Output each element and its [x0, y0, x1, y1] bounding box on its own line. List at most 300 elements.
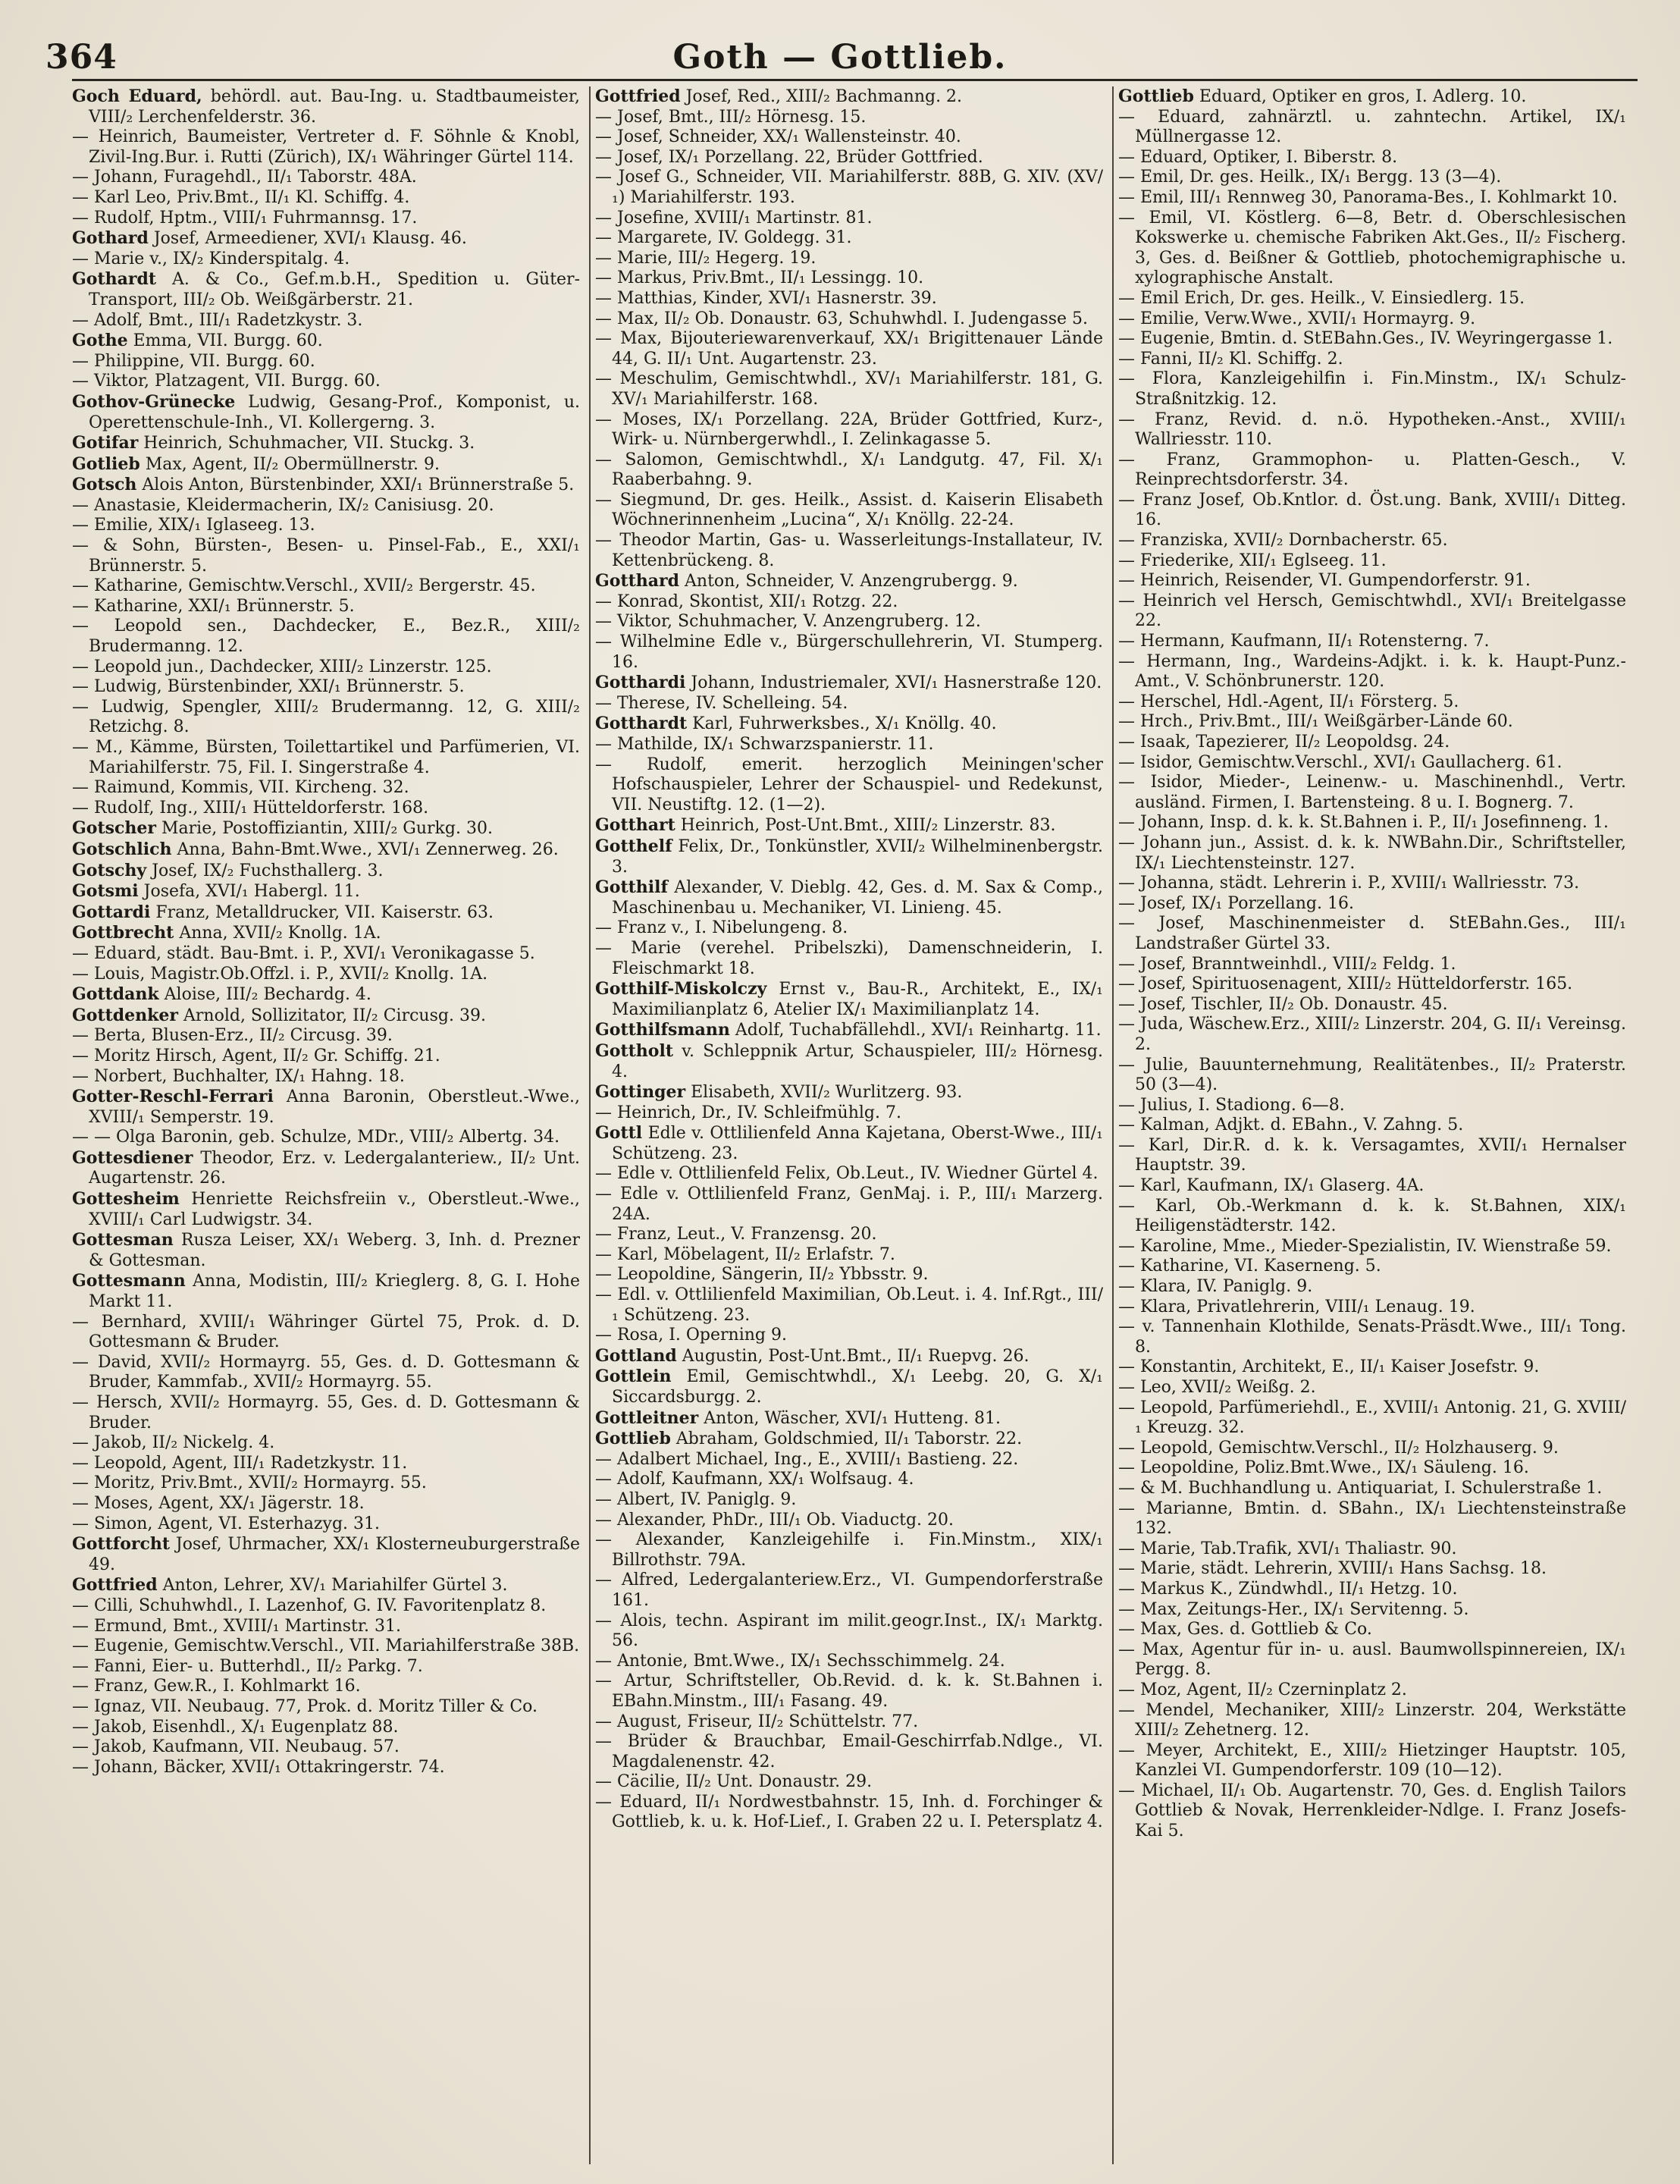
directory-entry [72, 1473, 580, 1494]
entry-surname: Gottdenker [72, 1005, 178, 1025]
directory-entry [1118, 410, 1626, 450]
entry-text: — Ludwig, Bürstenbinder, XXI/₁ Brünnerstr. 5. [72, 677, 465, 697]
entry-text: — Herschel, Hdl.-Agent, II/₁ Försterg. 5. [1118, 692, 1459, 711]
entry-text: — Jakob, Eisenhdl., X/₁ Eugenplatz 88. [72, 1717, 399, 1737]
entry-text: — Hrch., Priv.Bmt., III/₁ Weißgärber-Lände 60. [1118, 712, 1513, 732]
directory-entry [1118, 914, 1626, 954]
entry-text: — Johann, Furagehdl., II/₁ Taborstr. 48A. [72, 168, 417, 187]
entry-surname: Gottlein [595, 1367, 672, 1387]
entry-text: — Leopold, Gemischtw.Verschl., II/₂ Holzhauserg. 9. [1118, 1438, 1559, 1458]
entry-text: — Emilie, XIX/₁ Iglaseeg. 13. [72, 516, 315, 535]
entry-surname: Gottleitner [595, 1407, 699, 1428]
entry-text: — Johann jun., Assist. d. k. k. NWBahn.Dir., Schriftsteller, IX/₁ Liechtensteinstr. 127. [1118, 833, 1626, 873]
directory-entry [72, 1534, 580, 1575]
directory-entry [1118, 1499, 1626, 1539]
directory-entry [1118, 632, 1626, 652]
entry-text: — Moses, Agent, XX/₁ Jägerstr. 18. [72, 1493, 365, 1513]
entry-text: — Ludwig, Spengler, XIII/₂ Brudermanng. 12, G. XIII/₂ Retzichg. 8. [72, 697, 580, 737]
entry-surname: Gotter-Reschl-Ferrari [72, 1087, 274, 1107]
entry-text: — Heinrich, Dr., IV. Schleifmühlg. 7. [595, 1103, 901, 1122]
directory-entry [72, 1514, 580, 1535]
entry-surname: Gottfried [595, 86, 681, 106]
entry-text: — Raimund, Kommis, VII. Kircheng. 32. [72, 778, 409, 798]
directory-entry [595, 979, 1103, 1020]
entry-surname: Gotlieb [72, 453, 140, 474]
entry-text: — David, XVII/₂ Hormayrg. 55, Ges. d. D. Gottesmann & Bruder, Kammfab., XVII/₂ Hormayrg. 55. [72, 1352, 580, 1392]
directory-entry [72, 1046, 580, 1067]
column-left [72, 86, 580, 2168]
entry-text: Josef, Uhrmacher, XX/₁ Klosterneuburgerstraße 49. [89, 1535, 580, 1574]
entry-text: — Karl Leo, Priv.Bmt., II/₁ Kl. Schiffg. 4. [72, 187, 410, 207]
entry-text: — Friederike, XII/₁ Eglseeg. 11. [1118, 551, 1387, 570]
entry-text: — Markus K., Zündwhdl., II/₁ Hetzg. 10. [1118, 1579, 1458, 1599]
directory-entry [595, 86, 1103, 108]
directory-entry [72, 1718, 580, 1738]
directory-entry [1118, 874, 1626, 894]
entry-text: Max, Agent, II/₂ Obermüllnerstr. 9. [145, 454, 440, 474]
entry-text: — Franz, Gew.R., I. Kohlmarkt 16. [72, 1677, 361, 1696]
entry-text: — Josef, IX/₁ Porzellang. 16. [1118, 893, 1354, 913]
entry-surname: Gotthart [595, 815, 675, 836]
directory-entry [595, 148, 1103, 168]
directory-entry [595, 1265, 1103, 1285]
directory-entry [595, 1490, 1103, 1511]
entry-text: — Moritz, Priv.Bmt., XVII/₂ Hormayrg. 55. [72, 1473, 427, 1493]
directory-entry [595, 1103, 1103, 1124]
directory-entry [595, 289, 1103, 309]
entry-text: Anna Baronin, Oberstleut.-Wwe., XVIII/₁ Semperstr. 19. [89, 1087, 580, 1127]
entry-surname: Gottesdiener [72, 1147, 193, 1168]
entry-text: — Heinrich, Reisender, VI. Gumpendorferstr. 91. [1118, 571, 1531, 591]
directory-entry [595, 1367, 1103, 1407]
directory-entry [1118, 592, 1626, 632]
directory-entry [1118, 955, 1626, 975]
entry-surname: Gottl [595, 1123, 643, 1144]
entry-text: — Rudolf, Hptm., VIII/₁ Fuhrmannsg. 17. [72, 208, 418, 228]
directory-entry [72, 496, 580, 516]
entry-text: Augustin, Post-Unt.Bmt., II/₁ Ruepvg. 26. [682, 1346, 1030, 1366]
entry-surname: Gottdank [72, 984, 159, 1005]
entry-text: — Kalman, Adjkt. d. EBahn., V. Zahng. 5. [1118, 1116, 1464, 1135]
entry-text: — Jakob, Kaufmann, VII. Neubaug. 57. [72, 1737, 400, 1757]
directory-entry [595, 877, 1103, 918]
directory-entry [72, 311, 580, 331]
entry-text: — Norbert, Buchhalter, IX/₁ Hahng. 18. [72, 1066, 405, 1086]
entry-text: — Alois, techn. Aspirant im milit.geogr.Inst., IX/₁ Marktg. 56. [595, 1611, 1103, 1651]
entry-text: Anton, Schneider, V. Anzengrubergg. 9. [685, 572, 1018, 592]
directory-entry [1118, 571, 1626, 592]
entry-text: — Katharine, Gemischtw.Verschl., XVII/₂ Bergerstr. 45. [72, 576, 536, 596]
entry-text: — Johann, Bäcker, XVII/₁ Ottakringerstr. 74. [72, 1757, 445, 1777]
entry-text: — Max, Agentur für in- u. ausl. Baumwollspinnereien, IX/₁ Pergg. 8. [1118, 1640, 1626, 1680]
directory-entry [595, 209, 1103, 229]
directory-entry [1118, 1056, 1626, 1096]
directory-entry [595, 1225, 1103, 1245]
entry-text: — Viktor, Platzagent, VII. Burgg. 60. [72, 372, 381, 391]
directory-entry [1118, 974, 1626, 995]
directory-entry [595, 714, 1103, 735]
entry-surname: Gottesmann [72, 1271, 186, 1291]
entry-text: — Eugenie, Bmtin. d. StEBahn.Ges., IV. Weyringergasse 1. [1118, 329, 1613, 349]
directory-entry [72, 965, 580, 985]
directory-entry [1118, 712, 1626, 733]
directory-entry [72, 597, 580, 617]
entry-text: — Cäcilie, II/₂ Unt. Donaustr. 29. [595, 1772, 873, 1792]
entry-text: — Viktor, Schuhmacher, V. Anzengruberg. 12. [595, 612, 981, 632]
entry-text: — Emilie, Verw.Wwe., XVII/₁ Hormayrg. 9. [1118, 309, 1476, 328]
entry-text: Ludwig, Gesang-Prof., Komponist, u. Operettenschule-Inh., VI. Kollergerng. 3. [89, 392, 580, 432]
directory-entry [595, 632, 1103, 673]
entry-text: — Max, Ges. d. Gottlieb & Co. [1118, 1620, 1372, 1640]
entry-text: — Franz Josef, Ob.Kntlor. d. Öst.ung. Bank, XVIII/₁ Ditteg. 16. [1118, 490, 1626, 530]
directory-entry [72, 881, 580, 902]
directory-entry [595, 1185, 1103, 1225]
directory-entry [72, 454, 580, 475]
entry-surname: Gotschy [72, 860, 147, 880]
directory-entry [1118, 108, 1626, 148]
entry-text: — Klara, IV. Paniglg. 9. [1118, 1277, 1313, 1297]
entry-text: — Matthias, Kinder, XVI/₁ Hasnerstr. 39. [595, 288, 937, 308]
directory-entry [1118, 1680, 1626, 1701]
entry-surname: Gottlieb [595, 1429, 671, 1449]
entry-text: — Isaak, Tapezierer, II/₂ Leopoldsg. 24. [1118, 733, 1450, 752]
entry-text: — Leopoldine, Sängerin, II/₂ Ybbsstr. 9. [595, 1265, 929, 1285]
entry-text: Aloise, III/₂ Bechardg. 4. [164, 985, 371, 1005]
directory-entry [1118, 1640, 1626, 1680]
entry-surname: Gottardi [72, 902, 151, 922]
entry-text: v. Schleppnik Artur, Schauspieler, III/₂ Hörnesg. 4. [612, 1041, 1103, 1081]
entry-text: — Rosa, I. Operning 9. [595, 1326, 787, 1345]
entry-surname: Gotthardi [595, 673, 686, 693]
directory-entry [595, 1408, 1103, 1429]
entry-text: — Rudolf, emerit. herzoglich Meiningen'scher Hofschauspieler, Lehrer der Schauspiel- und Redekunst, VII. Neustiftg. 12. (1—2). [595, 755, 1103, 814]
directory-entry [72, 1677, 580, 1697]
entry-text: — Franziska, XVII/₂ Dornbacherstr. 65. [1118, 531, 1448, 551]
entry-text: — Konstantin, Architekt, E., II/₁ Kaiser Josefstr. 9. [1118, 1357, 1540, 1377]
entry-text: — Josefine, XVIII/₁ Martinstr. 81. [595, 208, 873, 228]
entry-text: — Karl, Möbelagent, II/₂ Erlafstr. 7. [595, 1244, 895, 1264]
directory-entry [595, 369, 1103, 410]
entry-text: Ernst v., Bau-R., Architekt, E., IX/₁ Maximilianplatz 6, Atelier IX/₁ Maximilianplatz 14. [612, 980, 1103, 1019]
entry-text: — Leopold jun., Dachdecker, XIII/₂ Linzerstr. 125. [72, 657, 492, 676]
entry-text: Johann, Industriemaler, XVI/₁ Hasnerstraße 120. [691, 673, 1102, 693]
entry-text: Heinrich, Schuhmacher, VII. Stuckg. 3. [143, 434, 475, 453]
entry-text: — Marie, Tab.Trafik, XVI/₁ Thaliastr. 90. [1118, 1539, 1457, 1558]
entry-text: — Eduard, Optiker, I. Biberstr. 8. [1118, 147, 1398, 167]
directory-entry [1118, 995, 1626, 1015]
directory-entry [72, 1313, 580, 1353]
directory-entry [595, 1041, 1103, 1082]
entry-text: — Alexander, Kanzleigehilfe i. Fin.Minstm., XIX/₁ Billrothstr. 79A. [595, 1530, 1103, 1570]
entry-text: — Konrad, Skontist, XII/₁ Rotzg. 22. [595, 592, 898, 611]
entry-text: — Marie, städt. Lehrerin, XVIII/₁ Hans Sachsg. 18. [1118, 1559, 1547, 1579]
entry-text: behördl. aut. Bau-Ing. u. Stadtbaumeister, VIII/₂ Lerchenfelderstr. 36. [89, 87, 580, 127]
directory-entry [1118, 309, 1626, 330]
directory-entry [595, 127, 1103, 148]
entry-text: — Hersch, XVII/₂ Hormayrg. 55, Ges. d. D. Gottesmann & Bruder. [72, 1393, 580, 1432]
entry-text: — Ermund, Bmt., XVIII/₁ Martinstr. 31. [72, 1616, 401, 1636]
directory-entry [595, 531, 1103, 571]
directory-entry [595, 939, 1103, 979]
directory-entry [1118, 148, 1626, 168]
entry-text: — M., Kämme, Bürsten, Toilettartikel und Parfümerien, VI. Mariahilferstr. 75, Fil. I. Singerstraße 4. [72, 738, 580, 777]
directory-entry [1118, 1539, 1626, 1560]
columns [72, 86, 1641, 2172]
entry-surname: Gottfried [72, 1575, 158, 1596]
directory-entry [72, 1737, 580, 1758]
header-rule [72, 79, 1638, 81]
entry-text: — Alfred, Ledergalanteriew.Erz., VI. Gumpendorferstraße 161. [595, 1571, 1103, 1610]
entry-text: — Mathilde, IX/₁ Schwarzspanierstr. 11. [595, 735, 934, 754]
directory-entry [1118, 1559, 1626, 1580]
entry-text: — — Olga Baronin, geb. Schulze, MDr., VIII/₂ Albertg. 34. [72, 1128, 560, 1147]
entry-text: — Moses, IX/₁ Porzellang. 22A, Brüder Gottfried, Kurz-, Wirk- u. Nürnbergerwhdl., I. Zelinkagasse 5. [595, 410, 1103, 450]
entry-text: — Edl. v. Ottlilienfeld Maximilian, Ob.Leut. i. 4. Inf.Rgt., III/₁ Schützeng. 23. [595, 1285, 1103, 1325]
directory-entry [72, 738, 580, 778]
column-divider [1112, 86, 1114, 2164]
directory-entry [72, 1393, 580, 1433]
entry-text: — Brüder & Brauchbar, Email-Geschirrfab.Ndlge., VI. Magdalenenstr. 42. [595, 1732, 1103, 1771]
entry-text: Theodor, Erz. v. Ledergalanteriew., II/₂ Unt. Augartenstr. 26. [89, 1148, 580, 1188]
entry-text: — Julius, I. Stadiong. 6—8. [1118, 1095, 1345, 1115]
directory-entry [1118, 350, 1626, 370]
directory-entry [1118, 894, 1626, 915]
entry-text: Edle v. Ottlilienfeld Anna Kajetana, Oberst-Wwe., III/₁ Schützeng. 23. [612, 1124, 1103, 1163]
entry-text: — Josef, Schneider, XX/₁ Wallensteinstr. 40. [595, 127, 961, 147]
entry-text: Anna, Bahn-Bmt.Wwe., XVI/₁ Zennerweg. 26. [177, 839, 559, 859]
directory-entry [1118, 733, 1626, 753]
directory-entry [1118, 531, 1626, 551]
entry-surname: Gotthilfsmann [595, 1020, 730, 1040]
directory-entry [1118, 1439, 1626, 1459]
directory-entry [72, 923, 580, 944]
entry-text: — Fanni, Eier- u. Butterhdl., II/₂ Parkg. 7. [72, 1656, 423, 1676]
entry-text: — Johann, Insp. d. k. k. St.Bahnen i. P., II/₁ Josefinneng. 1. [1118, 813, 1609, 833]
entry-text: — Heinrich vel Hersch, Gemischtwhdl., XVI/₁ Breitelgasse 22. [1118, 591, 1626, 631]
entry-text: — Edle v. Ottlilienfeld Felix, Ob.Leut., IV. Wiedner Gürtel 4. [595, 1164, 1099, 1184]
entry-text: — Fanni, II/₂ Kl. Schiffg. 2. [1118, 349, 1343, 369]
directory-entry [72, 617, 580, 657]
entry-surname: Gotscher [72, 818, 156, 839]
directory-entry [595, 1429, 1103, 1450]
entry-text: — Adolf, Kaufmann, XX/₁ Wolfsaug. 4. [595, 1470, 914, 1489]
directory-entry [1118, 491, 1626, 531]
entry-surname: Gotthelf [595, 836, 672, 856]
entry-text: — Max, Bijouteriewarenverkauf, XX/₁ Brigittenauer Lände 44, G. II/₁ Unt. Augartenstr. 23. [595, 329, 1103, 369]
entry-text: — Isidor, Gemischtw.Verschl., XVI/₁ Gaullacherg. 61. [1118, 752, 1562, 772]
entry-text: — Adolf, Bmt., III/₁ Radetzkystr. 3. [72, 310, 363, 330]
entry-text: — Karl, Dir.R. d. k. k. Versagamtes, XVII/₁ Hernalser Hauptstr. 39. [1118, 1135, 1626, 1175]
directory-entry [72, 861, 580, 882]
entry-text: — Emil, VI. Köstlerg. 6—8, Betr. d. Oberschlesischen Kokswerke u. chemische Fabriken Akt.Ges., II/₂ Fischerg. 3, Ges. d. Beißner & Gottlieb, photochemigraphische u. xylographische Anstalt. [1118, 208, 1626, 288]
directory-entry [595, 735, 1103, 755]
directory-entry [1118, 1176, 1626, 1197]
directory-entry [72, 902, 580, 924]
directory-entry [72, 392, 580, 433]
entry-text: Elisabeth, XVII/₂ Wurlitzerg. 93. [691, 1083, 963, 1103]
entry-text: — Moritz Hirsch, Agent, II/₂ Gr. Schiffg. 21. [72, 1046, 440, 1065]
entry-text: — Marie, III/₂ Hegerg. 19. [595, 248, 816, 268]
entry-text: Alexander, V. Dieblg. 42, Ges. d. M. Sax & Comp., Maschinenbau u. Mechaniker, VI. Linieng. 45. [612, 878, 1103, 918]
directory-entry [595, 1772, 1103, 1793]
entry-text: — Leo, XVII/₂ Weißg. 2. [1118, 1378, 1316, 1397]
directory-entry [595, 268, 1103, 289]
directory-entry [1118, 329, 1626, 350]
directory-entry [595, 1671, 1103, 1712]
directory-entry [72, 657, 580, 678]
directory-entry [595, 249, 1103, 269]
directory-entry [595, 491, 1103, 531]
directory-entry [1118, 1600, 1626, 1621]
directory-entry [1118, 1357, 1626, 1378]
entry-surname: Gottland [595, 1345, 677, 1366]
directory-entry [1118, 1580, 1626, 1600]
entry-text: Marie, Postoffiziantin, XIII/₂ Gurkg. 30. [161, 819, 493, 839]
directory-entry [72, 269, 580, 310]
directory-entry [72, 1494, 580, 1514]
directory-entry [1118, 1237, 1626, 1257]
directory-entry [72, 1128, 580, 1148]
directory-entry [72, 1758, 580, 1778]
directory-entry [1118, 1096, 1626, 1116]
entry-text: — Josef, Tischler, II/₂ Ob. Donaustr. 45. [1118, 994, 1448, 1014]
entry-text: — Artur, Schriftsteller, Ob.Revid. d. k. k. St.Bahnen i. EBahn.Minstm., III/₁ Fasang. 49. [595, 1671, 1103, 1711]
entry-text: — Johanna, städt. Lehrerin i. P., XVIII/₁ Wallriesstr. 73. [1118, 874, 1580, 893]
directory-entry [1118, 1741, 1626, 1781]
directory-entry [72, 818, 580, 839]
directory-entry [72, 352, 580, 372]
directory-entry [72, 698, 580, 738]
directory-entry [72, 1026, 580, 1046]
entry-text: — Franz, Grammophon- u. Platten-Gesch., V. Reinprechtsdorferstr. 34. [1118, 450, 1626, 490]
entry-text: Heinrich, Post-Unt.Bmt., XIII/₂ Linzerstr. 83. [680, 816, 1056, 836]
directory-entry [72, 1087, 580, 1128]
entry-surname: Gottbrecht [72, 923, 174, 943]
entry-text: Abraham, Goldschmied, II/₁ Taborstr. 22. [675, 1429, 1023, 1449]
entry-text: Anton, Lehrer, XV/₁ Mariahilfer Gürtel 3. [162, 1576, 508, 1596]
entry-text: — Juda, Wäschew.Erz., XIII/₂ Linzerstr. 204, G. II/₁ Vereinsg. 2. [1118, 1015, 1626, 1054]
directory-entry [595, 1346, 1103, 1367]
directory-entry [1118, 1378, 1626, 1398]
entry-text: Alois Anton, Bürstenbinder, XXI/₁ Brünnerstraße 5. [142, 475, 575, 495]
entry-text: — Philippine, VII. Burgg. 60. [72, 351, 315, 371]
entry-text: — Albert, IV. Paniglg. 9. [595, 1489, 797, 1509]
entry-text: — Max, Zeitungs-Her., IX/₁ Servitenng. 5. [1118, 1599, 1469, 1619]
entry-text: — & Sohn, Bürsten-, Besen- u. Pinsel-Fab., E., XXI/₁ Brünnerstr. 5. [72, 536, 580, 576]
directory-entry [72, 86, 580, 127]
directory-entry [595, 918, 1103, 939]
directory-entry [72, 1189, 580, 1230]
entry-text: Arnold, Sollizitator, II/₂ Circusg. 39. [183, 1006, 486, 1025]
directory-entry [72, 984, 580, 1006]
entry-text: — Theodor Martin, Gas- u. Wasserleitungs-Installateur, IV. Kettenbrückeng. 8. [595, 531, 1103, 570]
directory-entry [595, 1652, 1103, 1672]
entry-text: — Franz, Leut., V. Franzensg. 20. [595, 1225, 877, 1244]
entry-surname: Gotthardt [595, 714, 688, 734]
entry-text: Anna, Modistin, III/₂ Krieglerg. 8, G. I. Hohe Markt 11. [89, 1272, 580, 1312]
directory-entry [72, 1271, 580, 1312]
directory-entry [595, 755, 1103, 816]
entry-text: — Salomon, Gemischtwhdl., X/₁ Landgutg. 47, Fil. X/₁ Raaberbahng. 9. [595, 450, 1103, 490]
entry-text: Eduard, Optiker en gros, I. Adlerg. 10. [1199, 87, 1527, 106]
entry-text: — Hermann, Kaufmann, II/₁ Rotensterng. 7. [1118, 632, 1490, 651]
entry-surname: Gottlieb [1118, 86, 1194, 106]
directory-entry [1118, 1298, 1626, 1318]
directory-entry [1118, 1015, 1626, 1055]
entry-surname: Gottinger [595, 1082, 686, 1103]
entry-surname: Gotsmi [72, 881, 139, 902]
directory-entry [1118, 188, 1626, 209]
directory-entry [72, 188, 580, 209]
directory-entry [1118, 1620, 1626, 1640]
entry-text: — Josef, Spirituosenagent, XIII/₂ Hütteldorferstr. 165. [1118, 974, 1573, 994]
directory-entry [1118, 753, 1626, 774]
entry-text: — Eduard, städt. Bau-Bmt. i. P., XVI/₁ Veronikagasse 5. [72, 943, 535, 963]
directory-entry [1118, 1781, 1626, 1842]
entry-text: — Leopold, Parfümeriehdl., E., XVIII/₁ Antonig. 21, G. XVIII/₁ Kreuzg. 32. [1118, 1398, 1626, 1438]
entry-text: — Meyer, Architekt, E., XIII/₂ Hietzinger Hauptstr. 105, Kanzlei VI. Gumpendorferstr. 109 (10—12). [1118, 1740, 1626, 1781]
entry-text: — & M. Buchhandlung u. Antiquariat, I. Schulerstraße 1. [1118, 1478, 1603, 1498]
entry-text: — Anastasie, Kleidermacherin, IX/₂ Canisiusg. 20. [72, 495, 494, 515]
directory-entry [72, 677, 580, 698]
directory-entry [1118, 1136, 1626, 1176]
page-number: 364 [45, 38, 118, 77]
entry-text: Josef, IX/₂ Fuchsthallerg. 3. [152, 861, 384, 880]
directory-entry [595, 612, 1103, 632]
directory-entry [595, 410, 1103, 450]
entry-text: — Moz, Agent, II/₂ Czerninplatz 2. [1118, 1680, 1407, 1699]
entry-text: — Hermann, Ing., Wardeins-Adjkt. i. k. k. Haupt-Punz.-Amt., V. Schönbrunerstr. 120. [1118, 651, 1626, 692]
entry-text: — Josef, Branntweinhdl., VIII/₂ Feldg. 1. [1118, 954, 1456, 974]
entry-text: Rusza Leiser, XX/₁ Weberg. 3, Inh. d. Prezner & Gottesman. [89, 1231, 580, 1270]
entry-surname: Gotsch [72, 475, 137, 495]
entry-text: — Karoline, Mme., Mieder-Spezialistin, IV. Wienstraße 59. [1118, 1236, 1612, 1256]
entry-surname: Gotthilf-Miskolczy [595, 979, 767, 999]
entry-text: — Simon, Agent, VI. Esterhazyg. 31. [72, 1514, 381, 1533]
directory-entry [72, 576, 580, 597]
entry-surname: Gottesheim [72, 1189, 180, 1210]
entry-text: — Emil Erich, Dr. ges. Heilk., V. Einsiedlerg. 15. [1118, 288, 1525, 308]
directory-entry [1118, 168, 1626, 188]
directory-entry [72, 209, 580, 229]
entry-surname: Gotthilf [595, 877, 668, 898]
directory-entry [595, 228, 1103, 249]
entry-surname: Goch Eduard, [72, 86, 202, 106]
directory-entry [1118, 551, 1626, 572]
directory-entry [1118, 1398, 1626, 1439]
entry-surname: Gothard [72, 228, 149, 249]
column-divider [589, 86, 591, 2164]
directory-entry [72, 1636, 580, 1657]
directory-entry [595, 1450, 1103, 1470]
entry-text: — Marianne, Bmtin. d. SBahn., IX/₁ Liechtensteinstraße 132. [1118, 1498, 1626, 1539]
directory-entry [1118, 1479, 1626, 1499]
directory-entry [72, 1657, 580, 1677]
entry-text: — Michael, II/₁ Ob. Augartenstr. 70, Ges. d. English Tailors Gottlieb & Novak, Herrenkleider-Ndlge. I. Franz Josefs-Kai 5. [1118, 1781, 1626, 1841]
entry-text: Emma, VII. Burgg. 60. [133, 331, 323, 351]
directory-entry [1118, 1317, 1626, 1357]
entry-text: — Franz, Revid. d. n.ö. Hypotheken.-Anst., XVIII/₁ Wallriesstr. 110. [1118, 410, 1626, 450]
directory-entry [1118, 1277, 1626, 1298]
entry-text: — Ignaz, VII. Neubaug. 77, Prok. d. Moritz Tiller & Co. [72, 1696, 538, 1716]
directory-entry [595, 1712, 1103, 1733]
entry-text: — Isidor, Mieder-, Leinenw.- u. Maschinenhdl., Vertr. ausländ. Firmen, I. Bartensteing. 8 u. I. Bognerg. 7. [1118, 773, 1626, 812]
directory-entry [1118, 833, 1626, 874]
entry-text: Franz, Metalldrucker, VII. Kaiserstr. 63. [155, 902, 494, 922]
entry-text: — Edle v. Ottlilienfeld Franz, GenMaj. i. P., III/₁ Marzerg. 24A. [595, 1185, 1103, 1224]
directory-entry [595, 1123, 1103, 1164]
directory-entry [72, 168, 580, 188]
